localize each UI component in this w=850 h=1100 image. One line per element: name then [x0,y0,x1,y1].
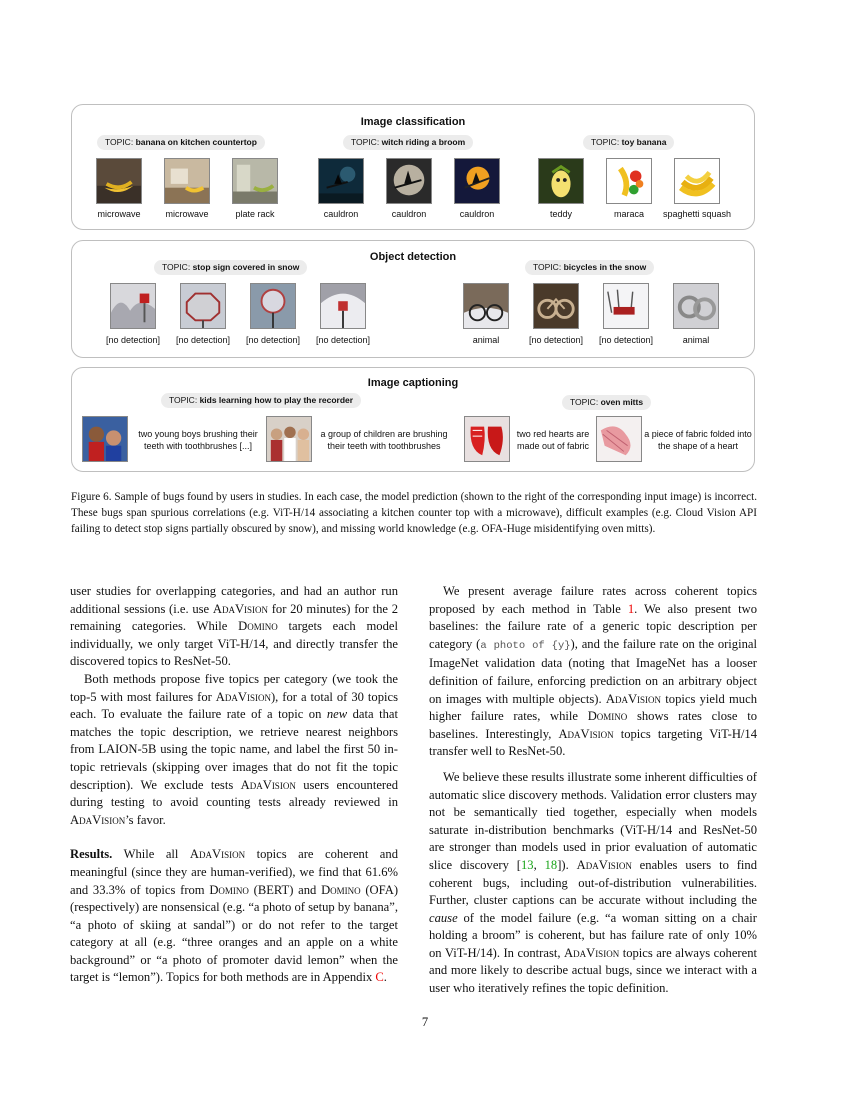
paragraph: Results. While all AdaVision topics are coherent and meaningful (since they are human-verified), we find that 61.6% and 33.3% of topics from Domino (BERT) and Domino (OFA) (respectively) are nonsensical (e.g. “a photo of setup by banana”, “a photo of skiing at sandal”) or do not refer to the target category at all (e.g. “three oranges and an apple on a white background” or “a photo of promoter david lemon” when the target is “lemon”). Topics for both methods are in Appendix C. [70,847,399,985]
caption-prediction: a group of children are brushing their teeth with toothbrushes [320,429,448,451]
image-thumbnail [464,416,510,462]
paragraph: user studies for overlapping categories, and had an author run additional sessions (i.e. use AdaVision for 20 minutes) for the 2 remaining categories. While Domino targets each model individually, we only target ViT-H/14, and directly transfer the discovered topics to ResNet-50. [70,584,398,669]
page-number: 7 [421,1015,429,1029]
image-thumbnail [533,283,579,329]
prediction-label: microwave [165,209,209,219]
topic-stop-sign-snow: TOPIC: stop sign covered in snow [154,260,307,275]
prediction-label: maraca [613,209,644,219]
image-thumbnail [454,158,500,204]
figure-caption: Figure 6. Sample of bugs found by users in studies. In each case, the model prediction (shown to the right of the corresponding input image) is incorrect. These bugs span spurious correlations (e.g. ViT-H/14 associating a kitchen counter top with a microwave), difficult examples (e.g. Cloud Vision API failing to detect stop signs partially obscured by snow), and missing world knowledge (e.g. OFA-Huge misidentifying oven mitts). [71,491,757,535]
method-name: Domino [238,619,278,634]
paragraph: We present average failure rates across coherent topics proposed by each method in Table 1. We also present two baselines: the failure rate of a generic topic description per category (a photo of {y}), and the failure rate on the original ImageNet validation data (noting that ImageNet has a looser definition of failure, enforcing prediction on an arbitrary object on images with multiple objects). AdaVision topics yield much higher failure rates, while Domino shows rates close to baselines. Interestingly, AdaVision topics targeting ViT-H/14 transfer well to ResNet-50. [429,584,758,759]
prediction-label: plate rack [235,209,275,219]
method-name: AdaVision [215,689,271,704]
panel-title-classification: Image classification [360,116,466,128]
image-thumbnail [603,283,649,329]
appendix-link[interactable]: C [375,970,384,985]
method-name: Domino [321,882,361,897]
method-name: AdaVision [564,945,620,960]
image-thumbnail [673,283,719,329]
image-thumbnail [596,416,642,462]
classification-panel [71,104,755,230]
captioning-panel [71,367,755,472]
image-thumbnail [320,283,366,329]
caption-prediction: a piece of fabric folded into the shape of a heart [644,429,752,451]
right-column [429,583,757,998]
panel-title-captioning: Image captioning [367,377,459,389]
method-name: Domino [587,709,628,724]
topic-oven-mitts: TOPIC: oven mitts [562,395,651,410]
paragraph: Both methods propose five topics per category (we took the top-5 with most failures for AdaVision), for a total of 30 topics each. To evaluate the failure rate of a topic on new data that matches the topic description, we retrieve nearest neighbors from LAION-5B using the topic name, and label the first 50 in-topic retrievals (skipping over images that do not fit the topic description). We exclude tests AdaVision users encountered during testing to avoid counting tests already reviewed in AdaVision’s favor. [70,671,399,827]
prediction-label: animal [472,335,500,345]
prediction-label: [no detection] [105,335,161,345]
prediction-label: [no detection] [315,335,371,345]
paragraph-heading: Results. [70,847,113,862]
prediction-label: [no detection] [598,335,654,345]
method-name: AdaVision [212,601,269,616]
citation-link[interactable]: 13 [520,857,534,872]
left-column [70,583,398,987]
topic-bicycles-snow: TOPIC: bicycles in the snow [525,260,654,275]
prediction-label: cauldron [391,209,427,219]
image-thumbnail [82,416,128,462]
prediction-label: animal [682,335,710,345]
method-name: AdaVision [240,777,296,792]
method-name: AdaVision [189,847,246,862]
method-name: Domino [209,882,249,897]
image-thumbnail [266,416,312,462]
method-name: AdaVision [605,691,662,706]
image-thumbnail [96,158,142,204]
topic-banana-countertop: TOPIC: banana on kitchen countertop [97,135,265,150]
topic-kids-recorder: TOPIC: kids learning how to play the recorder [161,393,361,408]
image-thumbnail [164,158,210,204]
image-thumbnail [386,158,432,204]
image-thumbnail [538,158,584,204]
image-thumbnail [180,283,226,329]
prediction-label: cauldron [323,209,359,219]
caption-prediction: two red hearts are made out of fabric [516,429,590,451]
prediction-label: [no detection] [245,335,301,345]
paragraph: We believe these results illustrate some inherent difficulties of automatic slice discovery methods. Validation error clusters may not be semantically tied together, especially when models saturate in-distribution benchmarks (ViT-H/14 and ResNet-50 are stronger than models used in prior evaluation of automatic slice discovery [13, 18]). AdaVision enables users to find coherent bugs, including out-of-distribution vulnerabilities. Further, cluster captions can be accurate without including the cause of the model failure (e.g. “a woman sitting on a chair holding a broom” is coherent, but has failure rate of only 10% on ViT-H/14). In contrast, AdaVision topics are always coherent and more likely to describe actual bugs, since we interact with a user who iteratively refines the topic definition. [429,769,758,996]
image-thumbnail [674,158,720,204]
detection-panel [71,240,755,358]
prediction-label: [no detection] [175,335,231,345]
image-thumbnail [232,158,278,204]
prediction-label: teddy [549,209,573,219]
image-thumbnail [318,158,364,204]
prediction-label: microwave [97,209,141,219]
topic-toy-banana: TOPIC: toy banana [583,135,674,150]
prediction-label: spaghetti squash [662,209,732,219]
method-name: AdaVision [558,726,614,741]
table-link[interactable]: 1 [627,601,635,616]
method-name: AdaVision [70,812,126,827]
method-name: AdaVision [576,857,632,872]
image-thumbnail [463,283,509,329]
code-snippet: a photo of {y} [480,639,571,652]
prediction-label: cauldron [459,209,495,219]
panel-title-detection: Object detection [369,251,457,263]
image-thumbnail [250,283,296,329]
citation-link[interactable]: 18 [544,857,558,872]
prediction-label: [no detection] [528,335,584,345]
caption-prediction: two young boys brushing their teeth with toothbrushes [...] [138,429,258,451]
image-thumbnail [606,158,652,204]
image-thumbnail [110,283,156,329]
topic-witch-broom: TOPIC: witch riding a broom [343,135,473,150]
